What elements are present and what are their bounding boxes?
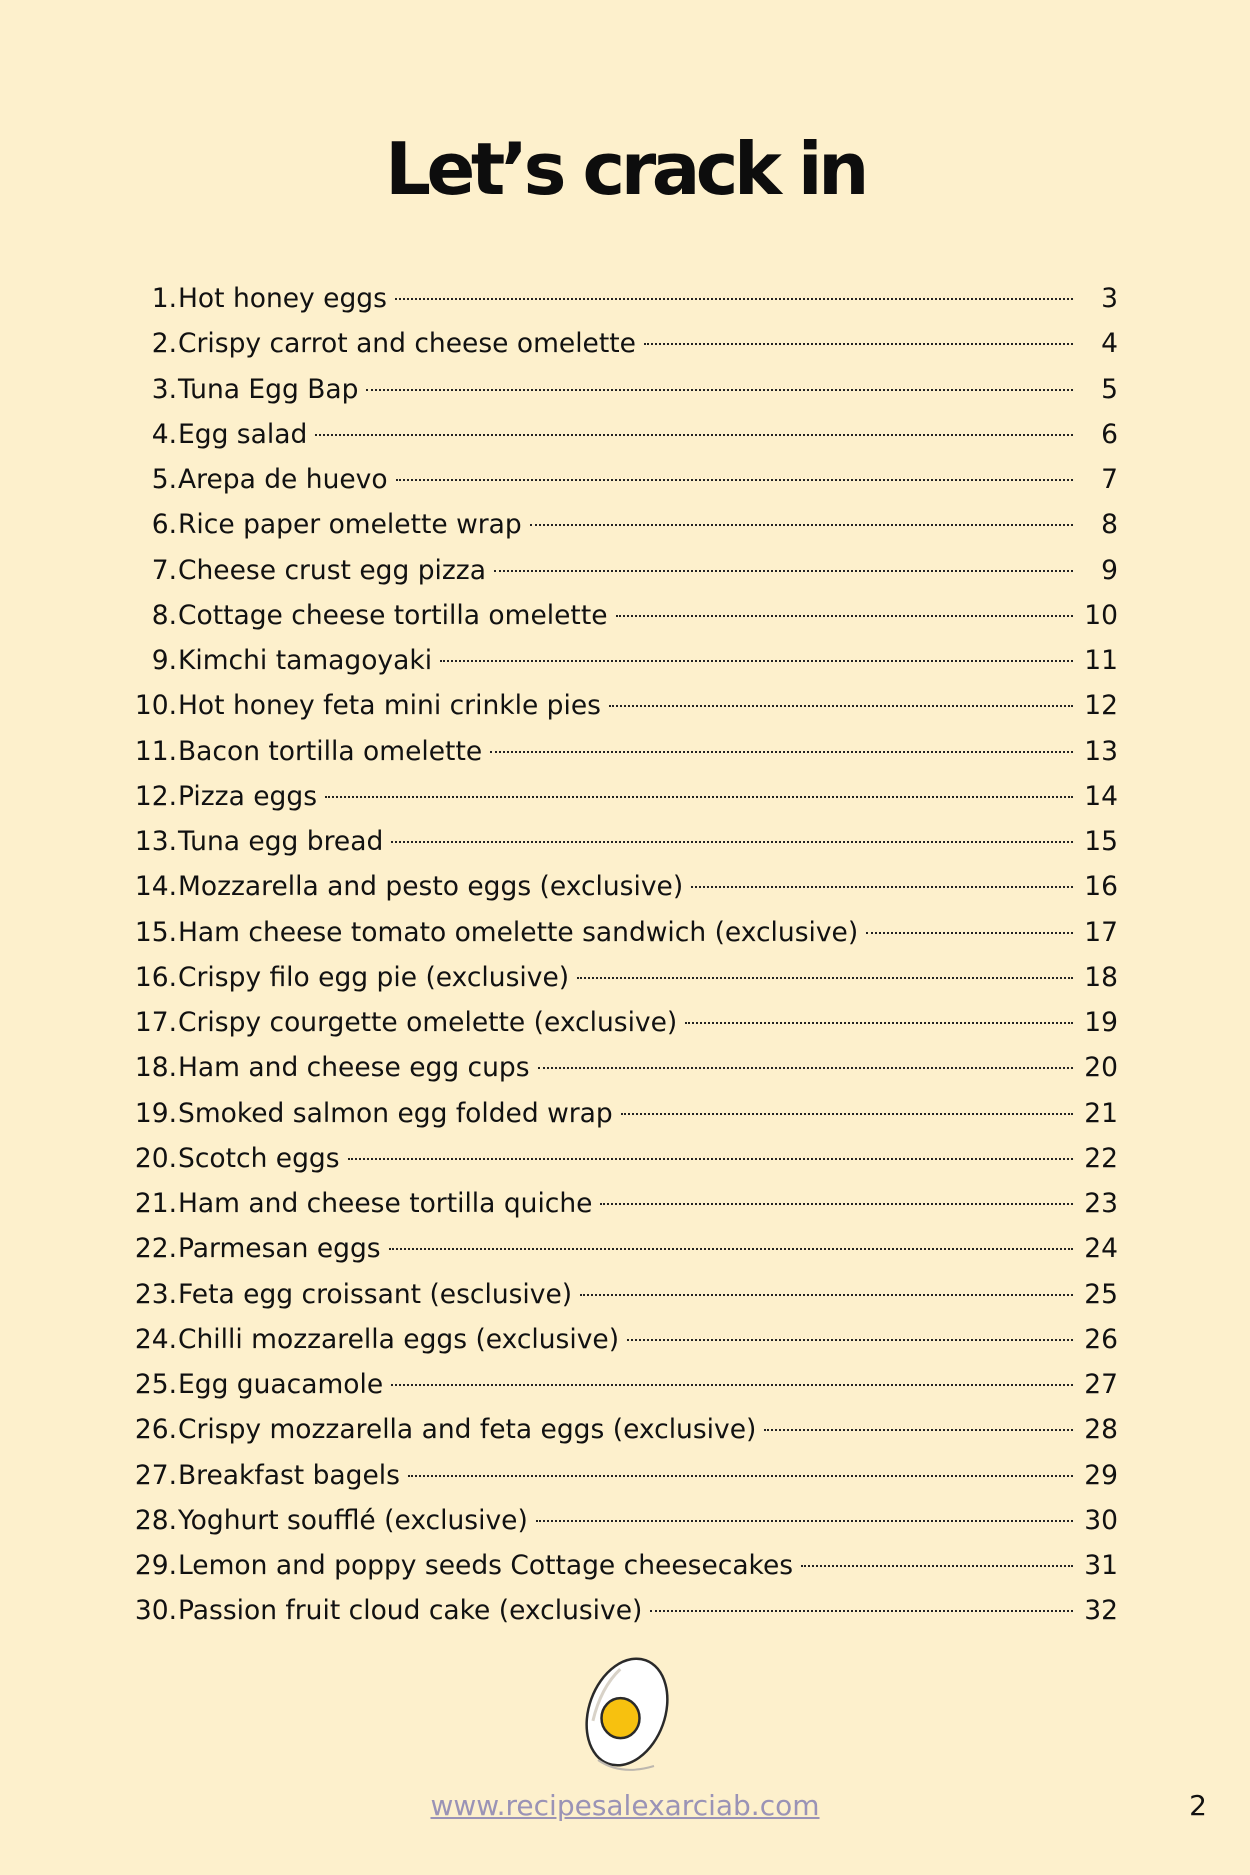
toc-entry-title: Ham and cheese egg cups [178,1052,530,1084]
toc-entry-title: Rice paper omelette wrap [178,509,522,541]
toc-dot-leader [366,389,1073,391]
toc-entry[interactable] [118,457,1118,502]
toc-dot-leader [325,796,1073,798]
toc-entry-number: 2. [151,328,177,360]
toc-entry-title: Passion fruit cloud cake (exclusive) [178,1595,643,1627]
toc-entry-number: 23. [134,1278,177,1310]
toc-entry-page: 26 [1084,1323,1118,1355]
toc-dot-leader [389,1248,1073,1250]
toc-entry[interactable] [118,1453,1118,1498]
toc-entry-title: Crispy courgette omelette (exclusive) [178,1007,678,1038]
toc-dot-leader [315,434,1073,436]
toc-dot-leader [530,524,1073,526]
toc-entry-title: Yoghurt soufflé (exclusive) [178,1504,528,1536]
toc-entry[interactable] [118,276,1118,321]
toc-entry-title: Cheese crust egg pizza [178,554,486,586]
toc-entry[interactable] [118,683,1118,728]
toc-dot-leader [536,1520,1073,1522]
toc-entry-page: 27 [1084,1369,1118,1400]
toc-entry[interactable] [118,502,1118,547]
toc-entry-page: 21 [1084,1097,1118,1129]
toc-entry-page: 8 [1101,509,1118,541]
toc-entry-page: 14 [1084,780,1118,812]
toc-entry[interactable] [118,638,1118,683]
toc-dot-leader [609,705,1073,707]
toc-entry[interactable] [118,1588,1118,1633]
toc-entry-page: 22 [1084,1142,1118,1174]
toc-dot-leader [391,1384,1073,1386]
toc-entry-page: 32 [1084,1595,1118,1627]
toc-entry-page: 20 [1084,1052,1118,1084]
toc-dot-leader [391,841,1073,843]
toc-entry-page: 31 [1084,1550,1118,1581]
toc-entry-title: Hot honey feta mini crinkle pies [178,690,601,722]
toc-entry-title: Chilli mozzarella eggs (exclusive) [178,1323,620,1355]
toc-entry-page: 3 [1101,283,1118,314]
toc-dot-leader [627,1339,1073,1341]
toc-entry-page: 25 [1084,1278,1118,1310]
toc-entry-title: Tuna Egg Bap [178,373,359,405]
toc-entry-page: 30 [1084,1504,1118,1536]
toc-entry[interactable] [118,819,1118,864]
toc-entry-title: Bacon tortilla omelette [178,735,483,767]
toc-entry-page: 6 [1101,418,1118,450]
toc-entry-page: 17 [1084,916,1118,948]
toc-dot-leader [440,660,1073,662]
toc-entry-page: 11 [1084,645,1118,676]
toc-entry-title: Ham cheese tomato omelette sandwich (exclusive) [178,916,859,948]
toc-entry-number: 21. [134,1188,177,1219]
toc-entry-page: 4 [1101,328,1118,360]
toc-entry-number: 22. [134,1233,177,1265]
toc-entry-number: 10. [134,690,177,722]
toc-dot-leader [348,1158,1073,1160]
toc-entry-title: Hot honey eggs [178,283,387,314]
toc-entry-title: Parmesan eggs [178,1233,381,1265]
toc-entry-title: Crispy carrot and cheese omelette [178,328,636,360]
toc-entry-title: Ham and cheese tortilla quiche [178,1188,593,1219]
toc-dot-leader [644,343,1073,345]
toc-dot-leader [600,1203,1073,1205]
toc-dot-leader [408,1475,1073,1477]
toc-entry[interactable] [118,1181,1118,1226]
toc-entry-title: Tuna egg bread [178,826,384,857]
toc-entry-page: 15 [1084,826,1118,857]
table-of-contents [118,276,1118,1634]
toc-entry[interactable] [118,1362,1118,1407]
toc-entry-number: 13. [134,826,177,857]
toc-entry-title: Mozzarella and pesto eggs (exclusive) [178,871,684,903]
toc-entry-page: 12 [1084,690,1118,722]
toc-entry-number: 27. [134,1459,177,1491]
toc-entry-page: 29 [1084,1459,1118,1491]
toc-entry-title: Crispy filo egg pie (exclusive) [178,961,570,993]
toc-entry-title: Crispy mozzarella and feta eggs (exclusive) [178,1414,757,1446]
toc-entry-title: Egg guacamole [178,1369,384,1400]
toc-entry[interactable] [118,593,1118,638]
toc-entry-number: 18. [134,1052,177,1084]
toc-entry[interactable] [118,774,1118,819]
toc-entry[interactable] [118,1226,1118,1271]
toc-entry-number: 24. [134,1323,177,1355]
toc-entry-title: Lemon and poppy seeds Cottage cheesecakes [178,1550,794,1581]
toc-entry-number: 4. [151,418,177,450]
toc-entry-number: 8. [151,599,177,631]
toc-dot-leader [650,1610,1073,1612]
toc-entry-page: 18 [1084,961,1118,993]
toc-dot-leader [395,298,1073,300]
toc-entry-number: 14. [134,871,177,903]
page-number: 2 [1189,1789,1207,1822]
toc-entry-number: 11. [134,735,177,767]
toc-entry-number: 7. [151,554,177,586]
toc-entry[interactable] [118,1543,1118,1588]
toc-entry-page: 23 [1084,1188,1118,1219]
toc-entry[interactable] [118,729,1118,774]
toc-entry-number: 20. [134,1142,177,1174]
toc-entry-number: 12. [134,780,177,812]
toc-entry[interactable] [118,548,1118,593]
toc-entry[interactable] [118,910,1118,955]
toc-entry-title: Cottage cheese tortilla omelette [178,599,608,631]
toc-dot-leader [538,1067,1073,1069]
toc-dot-leader [577,977,1073,979]
toc-dot-leader [490,751,1073,753]
toc-entry-page: 24 [1084,1233,1118,1265]
toc-entry-page: 13 [1084,735,1118,767]
toc-dot-leader [866,932,1073,934]
toc-entry-number: 6. [151,509,177,541]
toc-dot-leader [580,1294,1073,1296]
toc-entry-title: Feta egg croissant (esclusive) [178,1278,573,1310]
toc-entry-title: Kimchi tamagoyaki [178,645,433,676]
toc-entry-title: Scotch eggs [178,1142,340,1174]
toc-dot-leader [764,1429,1073,1431]
toc-dot-leader [691,886,1073,888]
toc-dot-leader [685,1022,1073,1024]
toc-entry-page: 28 [1084,1414,1118,1446]
toc-entry-number: 1. [151,283,177,314]
toc-dot-leader [494,570,1073,572]
toc-entry[interactable] [118,955,1118,1000]
toc-dot-leader [396,479,1073,481]
toc-entry-title: Breakfast bagels [178,1459,400,1491]
toc-entry[interactable] [118,1272,1118,1317]
toc-entry-page: 19 [1084,1007,1118,1038]
toc-entry[interactable] [118,1407,1118,1452]
toc-entry-number: 28. [134,1504,177,1536]
toc-entry-number: 19. [134,1097,177,1129]
toc-entry-page: 5 [1101,373,1118,405]
toc-entry-number: 15. [134,916,177,948]
toc-entry[interactable] [118,1045,1118,1090]
toc-entry[interactable] [118,1136,1118,1181]
toc-entry-number: 16. [134,961,177,993]
page-title: Let’s crack in [385,127,865,211]
toc-entry-number: 25. [134,1369,177,1400]
toc-entry[interactable] [118,321,1118,366]
toc-entry-number: 30. [134,1595,177,1627]
toc-entry[interactable] [118,864,1118,909]
toc-dot-leader [616,615,1073,617]
toc-entry-title: Egg salad [178,418,308,450]
toc-dot-leader [801,1565,1073,1567]
toc-entry-number: 29. [134,1550,177,1581]
toc-entry-number: 26. [134,1414,177,1446]
toc-entry[interactable] [118,1317,1118,1362]
toc-entry-page: 10 [1084,599,1118,631]
toc-entry-title: Pizza eggs [178,780,317,812]
toc-entry-number: 9. [151,645,177,676]
toc-entry[interactable] [118,367,1118,412]
toc-entry-title: Arepa de huevo [178,464,388,495]
toc-entry-number: 5. [151,464,177,495]
toc-entry-page: 9 [1101,554,1118,586]
toc-entry[interactable] [118,1498,1118,1543]
toc-entry-page: 7 [1101,464,1118,495]
toc-entry-page: 16 [1084,871,1118,903]
toc-entry-title: Smoked salmon egg folded wrap [178,1097,613,1129]
toc-entry-number: 3. [151,373,177,405]
toc-entry[interactable] [118,412,1118,457]
toc-entry-number: 17. [134,1007,177,1038]
toc-dot-leader [621,1113,1073,1115]
toc-entry[interactable] [118,1091,1118,1136]
toc-entry[interactable] [118,1000,1118,1045]
website-link[interactable]: www.recipesalexarciab.com [430,1789,820,1822]
boiled-egg-icon [576,1648,678,1776]
